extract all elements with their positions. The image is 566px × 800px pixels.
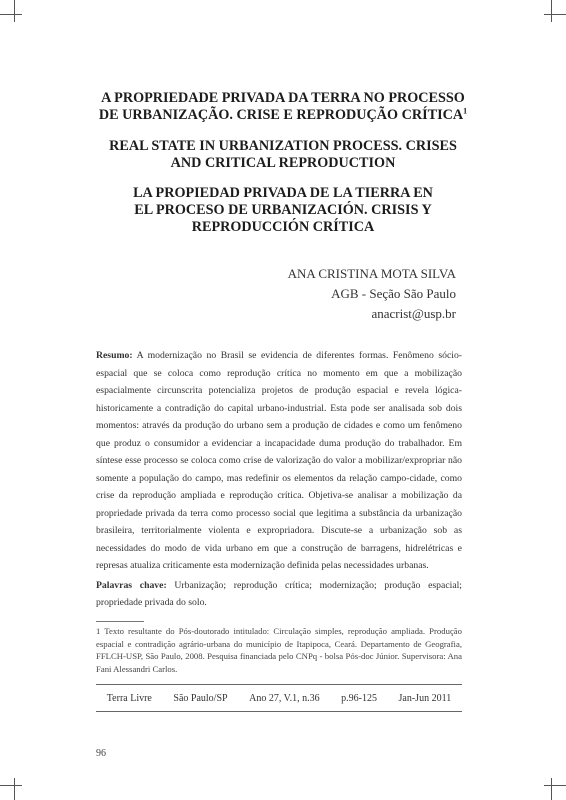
title-line: EL PROCESO DE URBANIZACIÓN. CRISIS Y xyxy=(134,202,432,218)
abstract xyxy=(96,347,462,612)
keywords-label: Palavras chave: xyxy=(96,579,167,591)
keywords-paragraph xyxy=(96,577,462,612)
title-line: DE URBANIZAÇÃO. CRISE E REPRODUÇÃO CRÍTICA$^1$ xyxy=(98,106,468,123)
crop-mark-top-right-h xyxy=(544,14,566,15)
author-name: ANA CRISTINA MOTA SILVA xyxy=(287,266,456,281)
footnote xyxy=(96,625,462,675)
title-line: REPRODUCCIÓN CRÍTICA xyxy=(191,219,375,235)
title-spanish xyxy=(92,185,474,236)
author-email[interactable]: anacrist@usp.br xyxy=(371,306,456,321)
abstract-text: A modernização no Brasil se evidencia de diferentes formas. Fenômeno sócio-espacial que se coloca como reprodução crítica no momento em que a mobilização espacialmente circunscrita potencializa projetos de produção espacial e revela lógica-historicamente a contradição do capital urbano-industrial. Esta pode ser analisada sob dois momentos: através da produção do urbano sem a produção de cidades e como um fenômeno que produz o consumidor a evidenciar a incapacidade duma produção do trabalhador. Em síntese esse processo se coloca como crise de valorização do valor a mobilizar/expropriar não somente a população do campo, mas redefinir os elementos da relação campo-cidade, como crise da reprodução ampliada e reprodução crítica. Objetiva-se analisar a mobilização da propriedade privada da terra como processo social que legitima a substância da urbanização brasileira, territorialmente violenta e expropriadora. Discute-se a urbanização sob as necessidades do modo de vida urbano em que a construção de barragens, hidrelétricas e represas atualiza criticamente esta modernização definida pelas necessidades urbanas. xyxy=(96,350,463,571)
crop-mark-bottom-right-h xyxy=(544,785,566,786)
page-number: 96 xyxy=(96,748,106,759)
abstract-paragraph xyxy=(96,347,462,575)
keywords-text: Urbanização; reprodução crítica; modernização; produção espacial; propriedade privada do solo. xyxy=(96,579,462,608)
citation-volume: Ano 27, V.1, n.36 xyxy=(249,692,320,704)
title-line: LA PROPIEDAD PRIVADA DE LA TIERRA EN xyxy=(133,185,433,201)
title-line: AND CRITICAL REPRODUCTION xyxy=(170,155,396,171)
footnote-number: 1 xyxy=(96,626,101,636)
citation-place: São Paulo/SP xyxy=(173,692,228,704)
crop-mark-top-left-h xyxy=(0,14,22,15)
title-english xyxy=(92,138,474,172)
abstract-label: Resumo: xyxy=(96,350,133,361)
title-portuguese xyxy=(92,90,474,124)
footnote-divider xyxy=(96,621,144,622)
citation-date: Jan-Jun 2011 xyxy=(398,692,452,704)
author-affiliation: AGB - Seção São Paulo xyxy=(331,286,456,301)
crop-mark-bottom-right-v xyxy=(551,778,552,800)
citation-pages: p.96-125 xyxy=(341,692,377,704)
crop-mark-bottom-left-v xyxy=(14,778,15,800)
crop-mark-top-right-v xyxy=(551,0,552,22)
title-line: REAL STATE IN URBANIZATION PROCESS. CRISES xyxy=(109,138,457,154)
journal-citation xyxy=(96,684,462,712)
author-block xyxy=(288,264,456,324)
footnote-text: Texto resultante do Pós-doutorado intitulado: Circulação simples, reprodução ampliada. Produção espacial e contradição agrário-urbana do município de Itapipoca, Ceará. Departamento de Geografia, FFLCH-USP, São Paulo, 2008. Pesquisa financiada pelo CNPq - bolsa Pós-doc Júnior. Supervisora: Ana Fani Alessandri Carlos. xyxy=(96,626,462,674)
citation-journal: Terra Livre xyxy=(106,692,152,704)
crop-mark-bottom-left-h xyxy=(0,785,22,786)
title-line: A PROPRIEDADE PRIVADA DA TERRA NO PROCESSO xyxy=(101,90,465,106)
crop-mark-top-left-v xyxy=(14,0,15,22)
footnote-ref[interactable]: 1 xyxy=(463,106,468,116)
